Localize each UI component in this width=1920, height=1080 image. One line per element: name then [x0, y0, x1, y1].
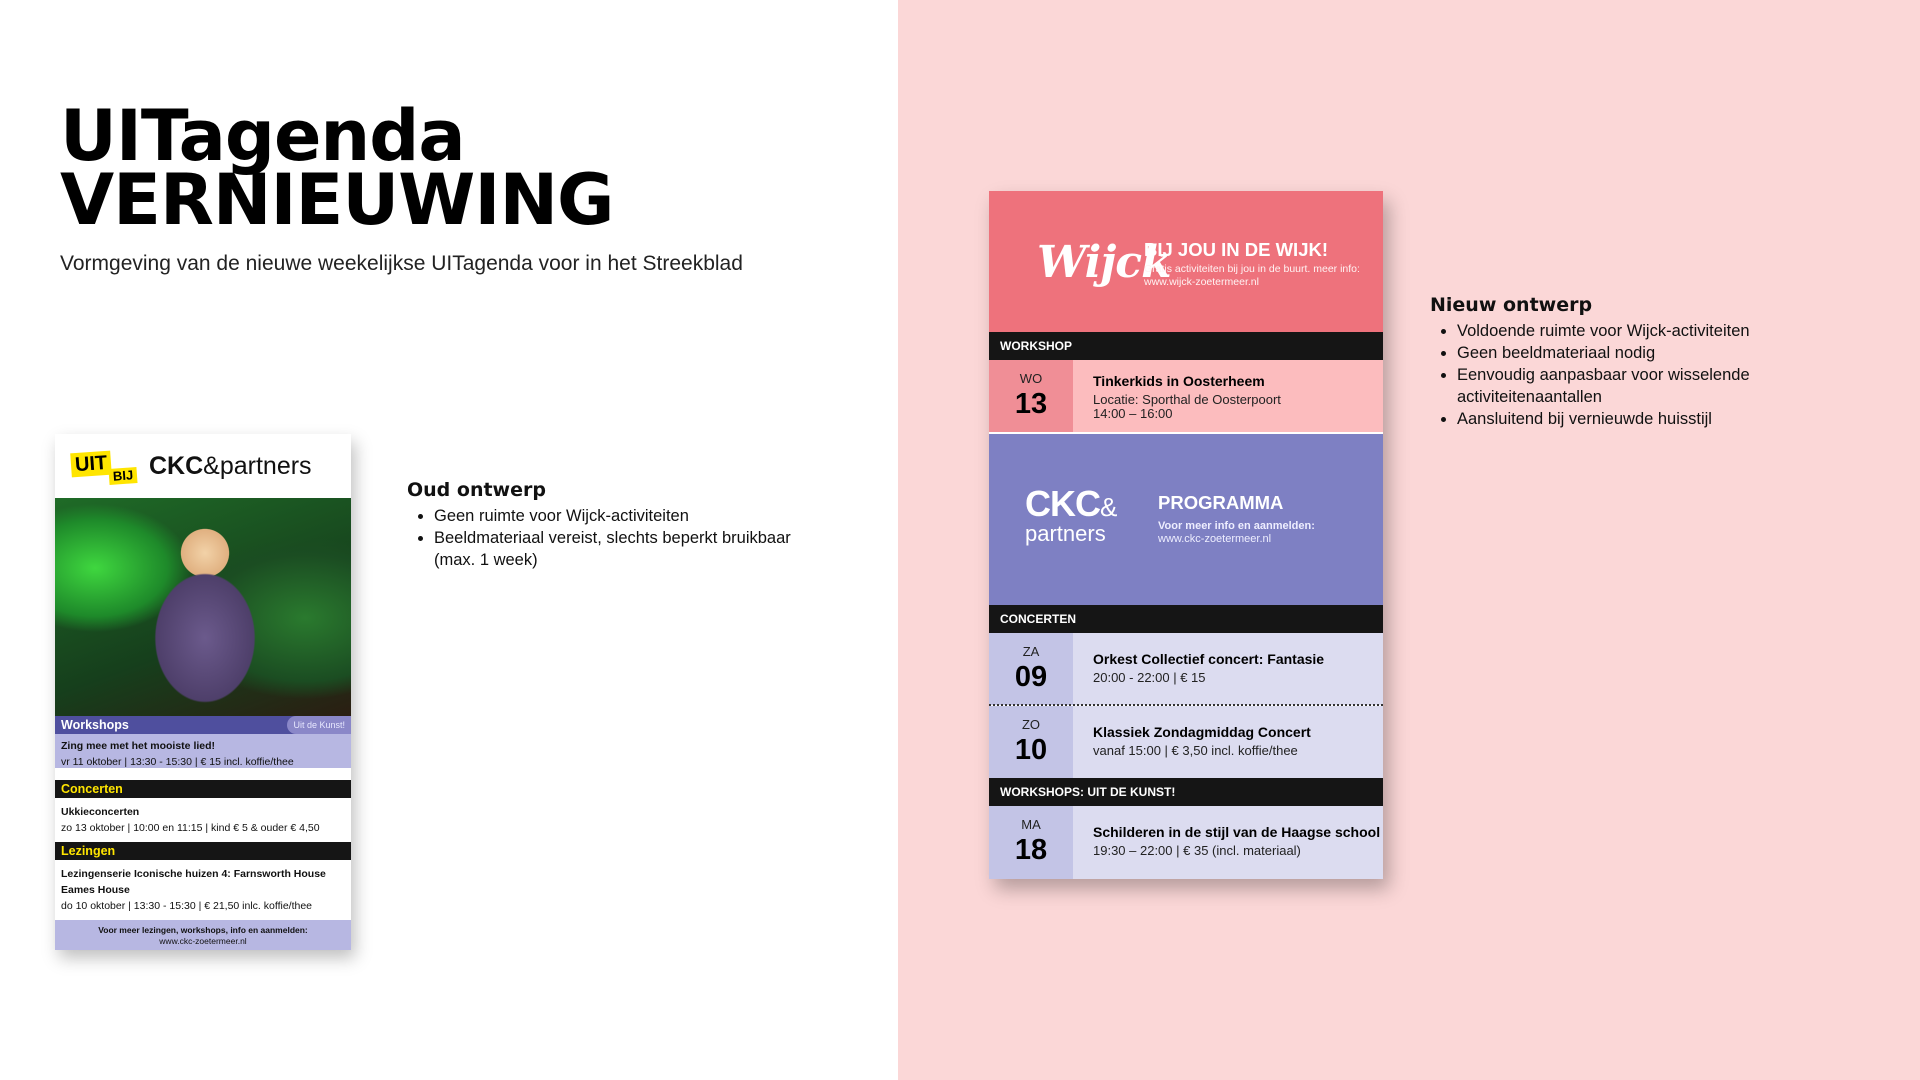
- event-date: [989, 806, 1073, 879]
- ckc-logo-partners: partners: [1025, 521, 1106, 546]
- old-design-bullets: [407, 505, 827, 571]
- event-date: [989, 633, 1073, 705]
- event-date: [989, 360, 1073, 432]
- event-details: 19:30 – 22:00 | € 35 (incl. materiaal): [1093, 843, 1301, 858]
- old-section-label: Workshops: [61, 718, 129, 732]
- event-row: [989, 806, 1383, 879]
- old-mock-footer: [55, 920, 351, 950]
- old-design-heading: Oud ontwerp: [407, 479, 546, 501]
- event-details: 20:00 - 22:00 | € 15: [1093, 670, 1206, 685]
- event-day: 10: [1014, 734, 1048, 766]
- event-row: [989, 360, 1383, 432]
- ckc-programma-block: [989, 434, 1383, 605]
- page-title: [60, 95, 614, 241]
- event-day: 18: [1014, 834, 1048, 866]
- event-day: 13: [1014, 388, 1048, 420]
- old-event-title: Ukkieconcerten: [61, 806, 140, 818]
- old-section-bar-workshops: [55, 716, 351, 734]
- old-mock-header: [55, 434, 351, 498]
- event-title: Schilderen in de stijl van de Haagse school: [1093, 824, 1381, 840]
- bij-badge: BIJ: [108, 467, 137, 485]
- new-section-bar-concerten: CONCERTEN: [989, 605, 1383, 633]
- event-weekday: ZO: [1021, 717, 1041, 732]
- bullet-item: • Aansluitend bij vernieuwde huisstijl: [1457, 408, 1810, 430]
- event-weekday: MA: [1021, 817, 1041, 832]
- wijck-heading: BIJ JOU IN DE WIJK!: [1144, 239, 1328, 260]
- bullet-item: • Voldoende ruimte voor Wijck-activiteiten: [1457, 320, 1810, 342]
- new-section-bar-uit-de-kunst: WORKSHOPS: UIT DE KUNST!: [989, 778, 1383, 806]
- event-detail-line: 14:00 – 16:00: [1093, 406, 1173, 421]
- old-section-label: Concerten: [61, 782, 123, 796]
- old-footer-line2: www.ckc-zoetermeer.nl: [159, 936, 247, 946]
- uit-badge: UIT: [70, 451, 112, 478]
- old-mock-photo: [55, 498, 351, 716]
- old-event-details: do 10 oktober | 13:30 - 15:30 | € 21,50 inlc. koffie/thee: [61, 900, 313, 912]
- old-design-notes: [407, 479, 827, 571]
- page-title-line1: UITagenda: [60, 95, 465, 177]
- event-date: [989, 706, 1073, 778]
- event-weekday: WO: [1019, 371, 1043, 386]
- old-event-details: zo 13 oktober | 10:00 en 11:15 | kind € 5 & ouder € 4,50: [61, 822, 320, 834]
- event-title: Tinkerkids in Oosterheem: [1093, 373, 1265, 389]
- event-row: [989, 706, 1383, 778]
- new-design-bullets: [1430, 320, 1810, 430]
- ckc-partners-logo: [149, 452, 312, 481]
- old-event-block: [55, 862, 351, 914]
- old-event-details: vr 11 oktober | 13:30 - 15:30 | € 15 incl. koffie/thee: [61, 756, 294, 768]
- event-details: vanaf 15:00 | € 3,50 incl. koffie/thee: [1093, 743, 1298, 758]
- old-footer-line1: Voor meer lezingen, workshops, info en aanmelden:: [98, 925, 308, 935]
- event-title: Klassiek Zondagmiddag Concert: [1093, 724, 1311, 740]
- old-design-mockup: [55, 434, 351, 950]
- ckc-sub-line1: Voor meer info en aanmelden:: [1158, 520, 1315, 532]
- old-section-bar-lezingen: [55, 842, 351, 860]
- ckc-heading: PROGRAMMA: [1158, 492, 1284, 513]
- wijck-logo: Wijck: [1037, 237, 1171, 288]
- bullet-item: • Geen ruimte voor Wijck-activiteiten: [434, 505, 827, 527]
- event-row: [989, 633, 1383, 705]
- new-design-notes: [1430, 294, 1810, 430]
- event-title: Orkest Collectief concert: Fantasie: [1093, 651, 1325, 667]
- ckc-sub-line2: www.ckc-zoetermeer.nl: [1158, 533, 1272, 545]
- old-section-label: Lezingen: [61, 844, 116, 858]
- ckc-partners-logo: [1025, 483, 1117, 546]
- bullet-item: • Geen beeldmateriaal nodig: [1457, 342, 1810, 364]
- old-event-block: [55, 734, 351, 768]
- brand-ckc: CKC: [149, 452, 204, 480]
- ckc-logo-amp: &: [1100, 492, 1117, 522]
- event-details: [1093, 393, 1281, 421]
- wijck-header: [989, 191, 1383, 332]
- ckc-subtext: [1158, 520, 1315, 546]
- bullet-item: • Beeldmateriaal vereist, slechts beperkt bruikbaar (max. 1 week): [434, 527, 827, 571]
- new-design-heading: Nieuw ontwerp: [1430, 294, 1593, 316]
- old-event-title: Lezingenserie Iconische huizen 4: Farnsworth House Eames House: [61, 868, 326, 896]
- old-section-tag: Uit de Kunst!: [287, 716, 351, 734]
- old-event-block: [55, 800, 351, 834]
- new-section-bar-workshop: WORKSHOP: [989, 332, 1383, 360]
- page-subtitle: Vormgeving van de nieuwe weekelijkse UITagenda voor in het Streekblad: [60, 252, 743, 275]
- brand-partners: &partners: [203, 452, 312, 480]
- ckc-logo-ckc: CKC: [1025, 483, 1100, 524]
- event-detail-line: Locatie: Sporthal de Oosterpoort: [1093, 392, 1281, 407]
- old-section-bar-concerten: [55, 780, 351, 798]
- event-day: 09: [1014, 661, 1048, 693]
- page-title-line2: VERNIEUWING: [60, 159, 614, 241]
- bullet-item: • Eenvoudig aanpasbaar voor wisselende activiteitenaantallen: [1457, 364, 1810, 408]
- old-event-title: Zing mee met het mooiste lied!: [61, 740, 216, 752]
- wijck-subtext: Gratis activiteiten bij jou in de buurt. meer info: www.wijck-zoetermeer.nl: [1144, 263, 1360, 288]
- new-design-mockup: [989, 191, 1383, 879]
- event-weekday: ZA: [1022, 644, 1040, 659]
